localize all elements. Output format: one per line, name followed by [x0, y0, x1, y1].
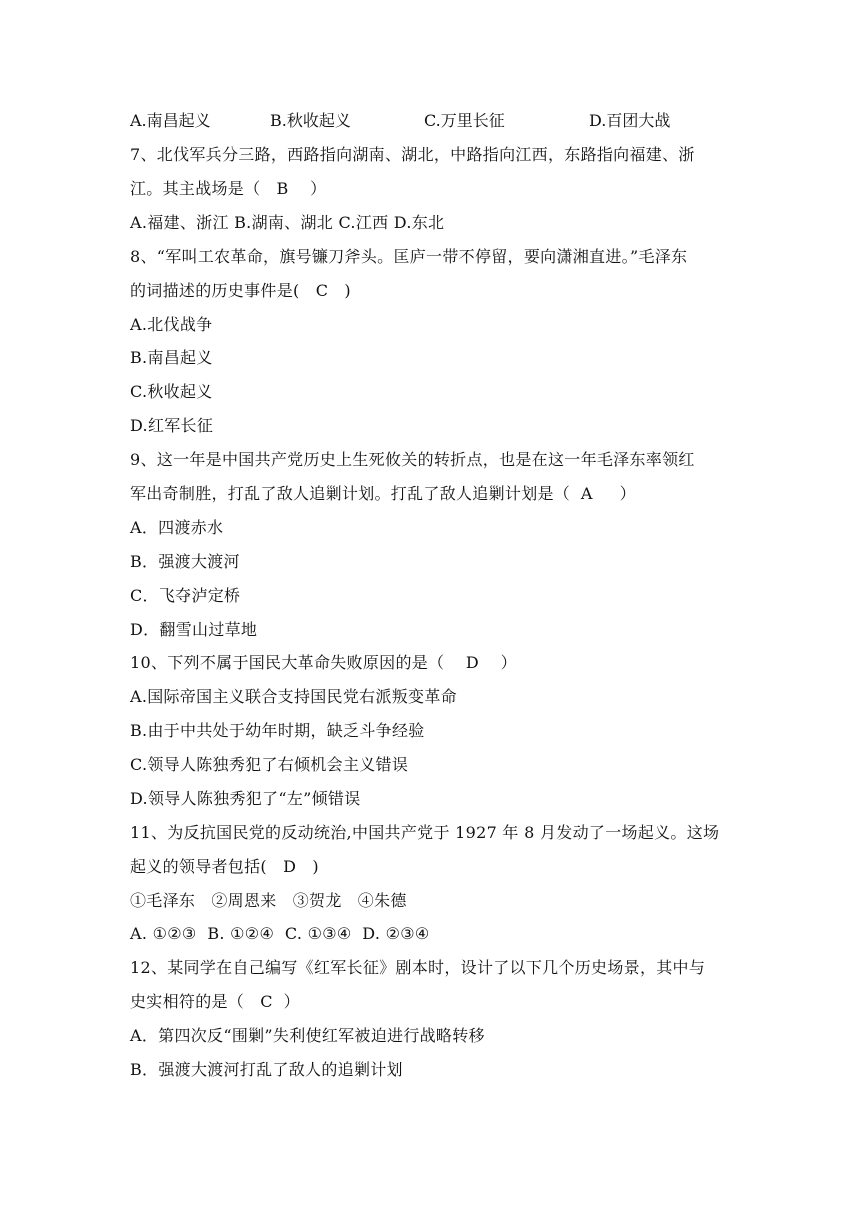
top-option-b: B.秋收起义 [270, 111, 351, 130]
q8-option-c: C.秋收起义 [130, 382, 213, 401]
q11-people: ①毛泽东 ②周恩来 ③贺龙 ④朱德 [130, 891, 407, 910]
q12-stem-line1: 12、某同学在自己编写《红军长征》剧本时，设计了以下几个历史场景，其中与 [130, 958, 706, 977]
q9-option-b: B．强渡大渡河 [130, 552, 240, 571]
q8-option-d: D.红军长征 [130, 416, 214, 435]
q7-options: A.福建、浙江 B.湖南、湖北 C.江西 D.东北 [130, 213, 445, 232]
q11-stem-line1: 11、为反抗国民党的反动统治,中国共产党于 1927 年 8 月发动了一场起义。这场 [130, 823, 720, 842]
q8-stem-line1: 8、“军叫工农革命，旗号镰刀斧头。匡庐一带不停留，要向潇湘直进。”毛泽东 [130, 247, 688, 266]
q9-option-a: A．四渡赤水 [130, 518, 224, 537]
q10-stem: 10、下列不属于国民大革命失败原因的是（ D ） [130, 653, 517, 672]
q10-option-a: A.国际帝国主义联合支持国民党右派叛变革命 [130, 687, 457, 706]
q12-option-a: A．第四次反“围剿”失利使红军被迫进行战略转移 [130, 1026, 485, 1045]
q11-options: A. ①②③ B. ①②④ C. ①③④ D. ②③④ [130, 924, 430, 943]
q8-option-b: B.南昌起义 [130, 348, 213, 367]
q9-option-c: C．飞夺泸定桥 [130, 586, 241, 605]
q10-option-d: D.领导人陈独秀犯了“左”倾错误 [130, 789, 361, 808]
q9-option-d: D．翻雪山过草地 [130, 620, 258, 639]
q10-option-b: B.由于中共处于幼年时期，缺乏斗争经验 [130, 721, 425, 740]
q12-stem-line2: 史实相符的是（ C ） [130, 992, 300, 1011]
q11-stem-line2: 起义的领导者包括( D ) [130, 857, 319, 876]
q8-stem-line2: 的词描述的历史事件是( C ) [130, 281, 351, 300]
q7-stem-line2: 江。其主战场是（ B ） [130, 179, 327, 198]
top-option-a: A.南昌起义 [130, 111, 211, 130]
top-option-c: C.万里长征 [424, 111, 505, 130]
q9-stem-line1: 9、这一年是中国共产党历史上生死攸关的转折点，也是在这一年毛泽东率领红 [130, 450, 695, 469]
q8-option-a: A.北伐战争 [130, 315, 213, 334]
q9-stem-line2: 军出奇制胜，打乱了敌人追剿计划。打乱了敌人追剿计划是（ A ） [130, 484, 636, 503]
top-option-d: D.百团大战 [589, 111, 671, 130]
top-options-row [130, 110, 730, 132]
q10-option-c: C.领导人陈独秀犯了右倾机会主义错误 [130, 755, 409, 774]
q7-stem-line1: 7、北伐军兵分三路，西路指向湖南、湖北，中路指向江西，东路指向福建、浙 [130, 145, 695, 164]
q12-option-b: B．强渡大渡河打乱了敌人的追剿计划 [130, 1060, 403, 1079]
